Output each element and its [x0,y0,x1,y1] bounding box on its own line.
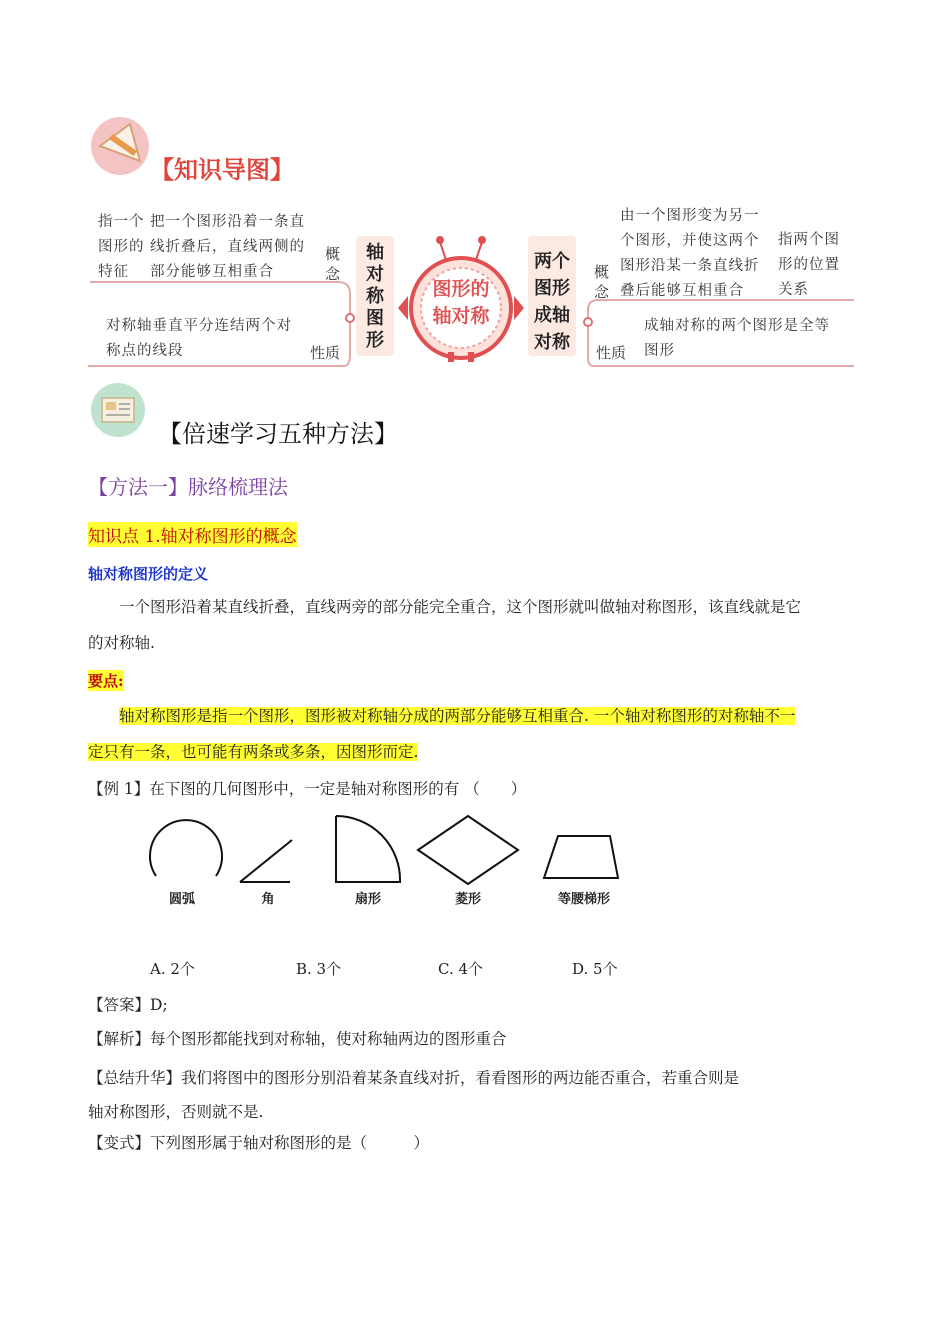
analysis-text: 每个图形都能找到对称轴，使对称轴两边的图形重合 [150,1030,507,1048]
definition-title: 轴对称图形的定义 [88,565,209,583]
mindmap-section-icon [90,116,150,176]
summary-tag: 【总结升华】 [88,1069,182,1087]
keypoint-line-2: 定只有一条，也可能有两条或多条，因图形而定. [88,743,419,761]
summary-block [88,1061,739,1129]
definition-line-2: 的对称轴. [88,634,155,652]
right-property-label: 性质 [596,344,627,362]
left-branch-title: 轴 对 称 图 形 [366,242,384,351]
summary-line-1: 我们将图中的图形分别沿着某条直线对折，看看图形的两边能否重合，若重合则是 [181,1069,740,1087]
example-1-question: 【例 1】在下图的几何图形中，一定是轴对称图形的有 （ ） [88,780,527,798]
keypoint-paragraph [88,698,868,770]
left-concept-label: 概 念 [325,245,341,283]
mindmap-heading: 【知识导图】 [150,155,294,184]
keypoint-line-1: 轴对称图形是指一个图形，图形被对称轴分成的两部分能够互相重合. 一个轴对称图形的对称轴不一 [119,707,796,725]
shape-label-angle: 角 [261,892,275,907]
right-property-text: 成轴对称的两个图形是全等 图形 [644,318,830,359]
left-property-label: 性质 [310,344,341,362]
shape-label-trapezoid: 等腰梯形 [557,892,610,907]
geometry-figures [130,810,630,910]
method-one-title: 【方法一】脉络梳理法 [88,475,288,499]
center-title: 图形的 轴对称 [432,278,490,327]
option-d[interactable]: D. 5个 [572,960,618,978]
left-concept-definition: 把一个图形沿着一条直 线折叠后，直线两侧的 部分能够互相重合 [150,214,305,280]
option-a[interactable]: A. 2个 [150,960,195,978]
shape-label-arc: 圆弧 [168,892,195,907]
left-property-text: 对称轴垂直平分连结两个对 称点的线段 [106,318,292,359]
analysis-line [88,1027,507,1049]
right-concept-subject: 指两个图 形的位置 关系 [778,232,840,298]
right-concept-definition: 由一个图形变为另一 个图形，并使这两个 图形沿某一条直线折 叠后能够互相重合 [620,208,760,299]
keypoint-label: 要点: [88,672,124,690]
summary-line-2: 轴对称图形，否则就不是. [88,1103,264,1121]
mind-map [88,196,856,368]
right-concept-label: 概 念 [594,263,610,301]
right-branch-title: 两个 图形 成轴 对称 [534,251,570,353]
methods-heading: 【倍速学习五种方法】 [158,420,398,448]
analysis-tag: 【解析】 [88,1030,151,1048]
answer-value: D; [150,996,168,1014]
definition-paragraph [88,589,868,661]
methods-section-icon [90,382,146,438]
shape-label-sector: 扇形 [354,892,381,907]
shape-label-rhombus: 菱形 [454,892,481,907]
left-concept-subject: 指一个 图形的 特征 [98,214,145,280]
variant-question: 【变式】下列图形属于轴对称图形的是（ ） [88,1134,430,1152]
angle-figure [240,840,292,882]
trapezoid-figure [544,836,618,878]
option-b[interactable]: B. 3个 [296,960,342,978]
answer-line [88,993,168,1015]
option-c[interactable]: C. 4个 [438,960,484,978]
rhombus-figure [418,816,518,884]
knowledge-point-title: 知识点 1.轴对称图形的概念 [88,522,297,547]
arc-figure [150,820,222,876]
sector-figure [336,816,400,882]
definition-line-1: 一个图形沿着某直线折叠，直线两旁的部分能完全重合，这个图形就叫做轴对称图形，该直线就是它 [119,598,802,616]
answer-tag: 【答案】 [88,996,151,1014]
